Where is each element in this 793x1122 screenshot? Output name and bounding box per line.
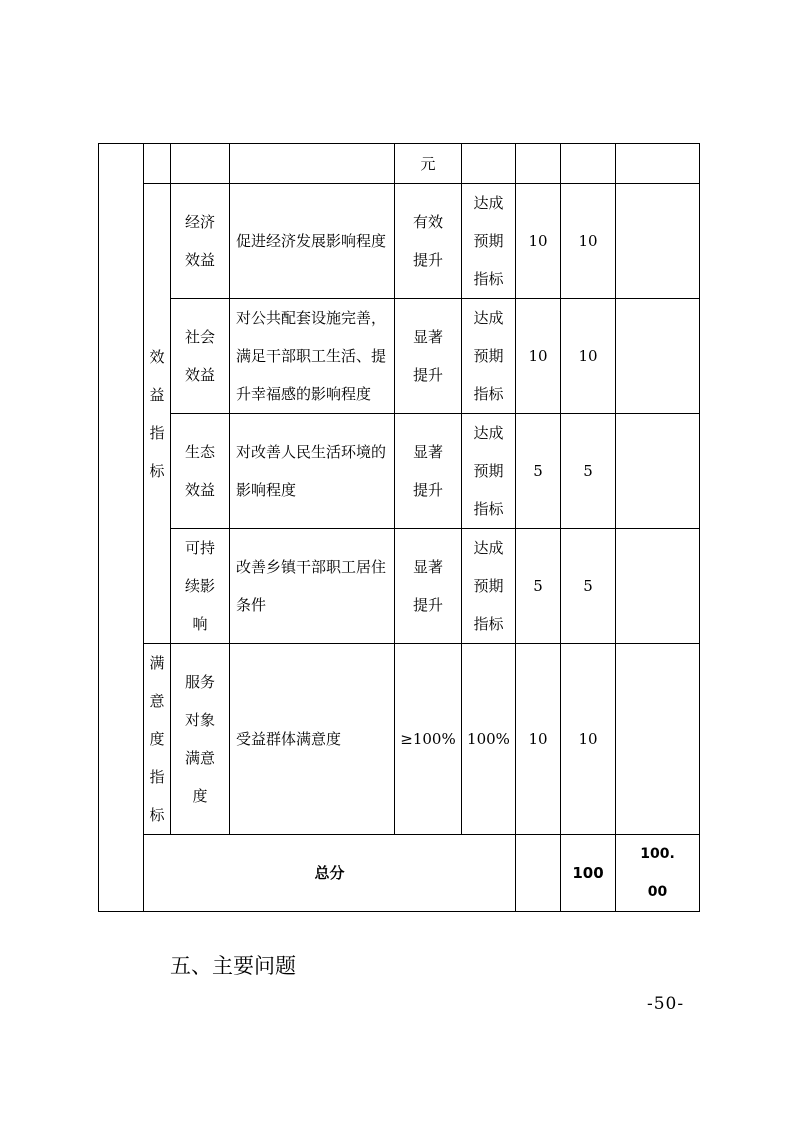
actual-cell: 达成预期指标 (462, 299, 516, 414)
indicator-cell: 促进经济发展影响程度 (230, 184, 395, 299)
total-score-cell (616, 835, 700, 912)
subcategory-cell: 生态效益 (171, 414, 230, 529)
page-number: -50- (647, 994, 685, 1014)
subcategory-cell: 经济效益 (171, 184, 230, 299)
score-cell: 10 (561, 299, 616, 414)
total-actual-cell (516, 835, 561, 912)
target-cell: 显著提升 (395, 299, 462, 414)
remark-cell (616, 644, 700, 835)
target-cell: ≥100% (395, 644, 462, 835)
satisfaction-category-cell (144, 644, 171, 835)
actual-cell: 达成预期指标 (462, 414, 516, 529)
benefit-category-cell (144, 184, 171, 644)
actual-cell: 达成预期指标 (462, 184, 516, 299)
subcategory-cell: 可持续影响 (171, 529, 230, 644)
remark-cell (616, 529, 700, 644)
table-row (99, 414, 700, 529)
target-cell: 元 (395, 144, 462, 184)
actual-cell: 100% (462, 644, 516, 835)
target-cell: 有效提升 (395, 184, 462, 299)
satisfaction-category-label: 满意度指标 (149, 654, 165, 824)
weight-cell (516, 144, 561, 184)
remark-cell (616, 184, 700, 299)
subcategory-cell: 社会效益 (171, 299, 230, 414)
remark-cell (616, 414, 700, 529)
remark-cell (616, 144, 700, 184)
score-cell: 5 (561, 529, 616, 644)
actual-cell: 达成预期指标 (462, 529, 516, 644)
weight-cell: 10 (516, 299, 561, 414)
target-cell: 显著提升 (395, 414, 462, 529)
total-row (99, 835, 700, 912)
table-row (99, 184, 700, 299)
score-cell: 10 (561, 184, 616, 299)
score-cell (561, 144, 616, 184)
target-cell: 显著提升 (395, 529, 462, 644)
score-cell: 10 (561, 644, 616, 835)
table-row (99, 144, 700, 184)
section-heading: 五、主要问题 (170, 954, 296, 978)
indicator-cell (230, 144, 395, 184)
total-score: 100.00 (640, 846, 675, 900)
indicator-cell: 对公共配套设施完善，满足干部职工生活、提升幸福感的影响程度 (230, 299, 395, 414)
weight-cell: 5 (516, 414, 561, 529)
table-row (99, 644, 700, 835)
subcategory-cell: 服务对象满意度 (171, 644, 230, 835)
score-cell: 5 (561, 414, 616, 529)
table-row (99, 529, 700, 644)
actual-cell (462, 144, 516, 184)
table-row (99, 299, 700, 414)
level2-cell (144, 144, 171, 184)
weight-cell: 5 (516, 529, 561, 644)
level1-cell (99, 144, 144, 912)
benefit-category-label: 效益指标 (149, 347, 165, 480)
performance-table (98, 143, 700, 912)
total-label: 总分 (144, 835, 516, 912)
indicator-cell: 对改善人民生活环境的影响程度 (230, 414, 395, 529)
weight-cell: 10 (516, 644, 561, 835)
remark-cell (616, 299, 700, 414)
weight-cell: 10 (516, 184, 561, 299)
indicator-cell: 受益群体满意度 (230, 644, 395, 835)
indicator-cell: 改善乡镇干部职工居住条件 (230, 529, 395, 644)
level3-cell (171, 144, 230, 184)
total-weight: 100 (561, 835, 616, 912)
